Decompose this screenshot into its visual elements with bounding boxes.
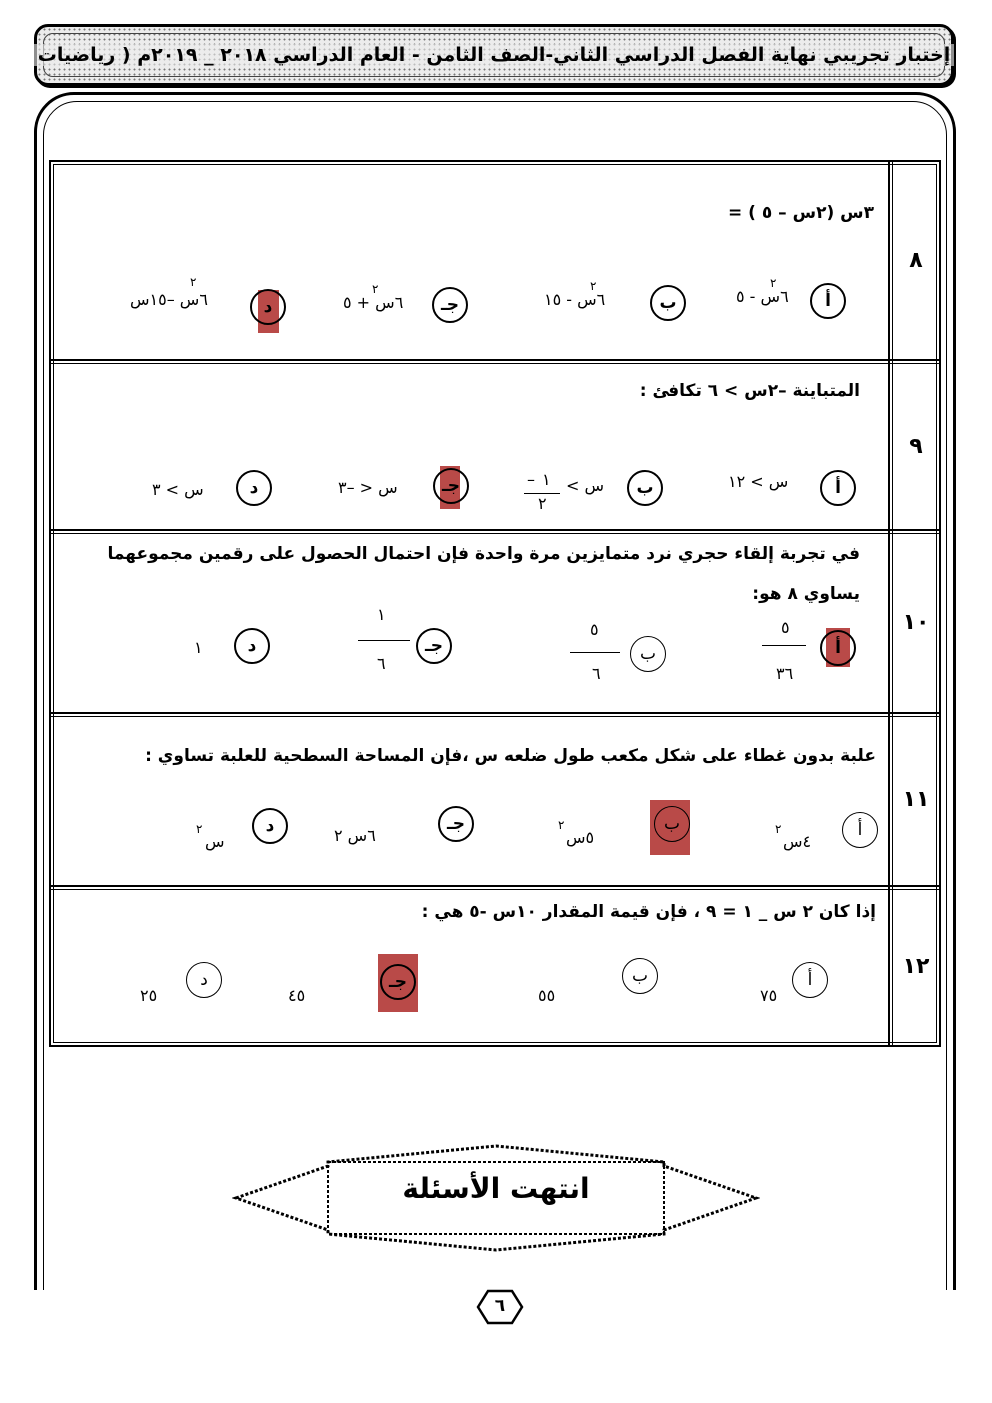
page-number	[476, 1288, 524, 1326]
option-letter: ب	[632, 966, 649, 986]
option-letter: أ	[835, 638, 841, 658]
option-c-text: ٤٥	[288, 986, 306, 1005]
fraction-numerator: ٥	[590, 620, 599, 639]
option-d-text: س	[205, 832, 225, 851]
row-divider	[51, 533, 939, 534]
option-letter: د	[200, 970, 208, 990]
exponent: ٢	[190, 275, 197, 289]
option-letter: أ	[857, 820, 863, 840]
option-b-text: ٥س	[566, 828, 595, 847]
option-a-circle[interactable]	[820, 470, 856, 506]
option-letter: د	[249, 478, 259, 498]
option-a-circle[interactable]	[842, 812, 878, 848]
option-c-text: س < –٣	[338, 478, 398, 497]
question-number: ١٢	[902, 954, 930, 979]
option-a-circle[interactable]	[792, 962, 828, 998]
option-b-circle[interactable]	[630, 636, 666, 672]
row-divider	[51, 885, 939, 887]
option-letter: ب	[664, 814, 681, 834]
option-letter: ب	[636, 478, 654, 498]
row-divider	[51, 529, 939, 531]
option-a-text: ٧٥	[760, 986, 778, 1005]
option-letter: أ	[807, 970, 813, 990]
fraction-bar	[358, 640, 410, 641]
question-number: ١٠	[902, 610, 930, 635]
option-a-circle[interactable]	[810, 283, 846, 319]
fraction-sign: –	[527, 470, 535, 489]
option-d-circle[interactable]	[234, 628, 270, 664]
option-d-text: ٦س –١٥س	[130, 290, 208, 309]
option-b-text: ٥٥	[538, 986, 556, 1005]
question-10-stem-line2: يساوي ٨ هو:	[752, 584, 860, 604]
option-a-text: س > ١٢	[728, 472, 789, 491]
option-d-circle[interactable]	[252, 808, 288, 844]
question-number: ١١	[902, 787, 930, 812]
option-b-circle[interactable]	[650, 285, 686, 321]
row-divider	[51, 363, 939, 364]
option-a-circle[interactable]	[820, 630, 856, 666]
row-divider	[51, 889, 939, 890]
option-d-text: ٢٥	[140, 986, 158, 1005]
fraction-bar	[570, 652, 620, 653]
option-letter: جـ	[446, 814, 466, 834]
question-10-stem-line1: في تجربة إلقاء حجري نرد متمايزين مرة واحدة فإن احتمال الحصول على رقمين مجموعهما	[107, 544, 860, 564]
fraction-denominator: ٣٦	[776, 664, 794, 683]
option-letter: أ	[835, 478, 841, 498]
question-8-stem: ٣س (٢س – ٥ ) =	[728, 203, 874, 223]
option-letter: جـ	[441, 476, 461, 496]
end-banner-text: انتهت الأسئلة	[402, 1172, 590, 1205]
option-letter: ب	[640, 644, 657, 664]
fraction-bar	[762, 645, 806, 646]
number-column-divider	[892, 162, 893, 1045]
option-c-text: ٦س + ٥	[343, 293, 404, 312]
option-d-circle[interactable]	[250, 289, 286, 325]
option-d-circle[interactable]	[236, 470, 272, 506]
exponent: ٢	[196, 822, 203, 836]
option-letter: جـ	[388, 972, 408, 992]
option-letter: جـ	[440, 295, 460, 315]
row-divider	[51, 359, 939, 361]
row-divider	[51, 712, 939, 714]
option-b-text: ٦س - ١٥	[544, 290, 606, 309]
option-c-circle[interactable]	[432, 287, 468, 323]
option-a-text: ٦س - ٥	[736, 287, 789, 306]
page-number-text: ٦	[494, 1296, 506, 1316]
exponent: ٢	[372, 282, 379, 296]
row-divider	[51, 716, 939, 717]
fraction-numerator: ٥	[781, 618, 790, 637]
option-b-circle[interactable]	[622, 958, 658, 994]
fraction-denominator: ٢	[538, 494, 547, 513]
option-c-circle[interactable]	[416, 628, 452, 664]
option-c-circle[interactable]	[438, 806, 474, 842]
option-d-text: ١	[194, 638, 203, 657]
number-column-divider	[888, 162, 890, 1045]
fraction-denominator: ٦	[592, 664, 601, 683]
question-11-stem: علبة بدون غطاء على شكل مكعب طول ضلعه س ،فإن المساحة السطحية للعلبة تساوي :	[145, 746, 876, 766]
exam-title: إختبار تجريبي نهاية الفصل الدراسي الثاني-الصف الثامن - العام الدراسي ٢٠١٨ _ ٢٠١٩م ( رياضيات	[34, 44, 955, 66]
fraction-numerator: ١	[542, 470, 551, 489]
option-a-text: ٤س	[783, 832, 812, 851]
question-number: ٨	[909, 248, 923, 273]
exponent: ٢	[558, 818, 565, 832]
option-b-circle[interactable]	[654, 806, 690, 842]
end-banner	[232, 1142, 760, 1254]
option-letter: د	[265, 816, 275, 836]
option-letter: د	[247, 636, 257, 656]
question-number: ٩	[909, 434, 923, 459]
question-12-stem: إذا كان ٢ س _ ١ = ٩ ، فإن قيمة المقدار ١٠س -٥ هي :	[421, 902, 876, 922]
option-letter: أ	[825, 291, 831, 311]
option-letter: جـ	[424, 636, 444, 656]
option-d-text: س > ٣	[152, 480, 204, 499]
option-letter: د	[263, 297, 273, 317]
option-b-text: س >	[566, 476, 605, 495]
option-c-circle[interactable]	[433, 468, 469, 504]
exponent: ٢	[590, 279, 597, 293]
exponent: ٢	[770, 276, 777, 290]
option-b-circle[interactable]	[627, 470, 663, 506]
fraction-denominator: ٦	[377, 654, 386, 673]
question-9-stem: المتباينة –٢س > ٦ تكافئ :	[639, 381, 860, 401]
option-c-text: ٦س ٢	[334, 826, 376, 845]
option-d-circle[interactable]	[186, 962, 222, 998]
fraction-numerator: ١	[377, 605, 386, 624]
option-letter: ب	[659, 293, 677, 313]
option-c-circle[interactable]	[380, 964, 416, 1000]
exponent: ٢	[775, 822, 782, 836]
